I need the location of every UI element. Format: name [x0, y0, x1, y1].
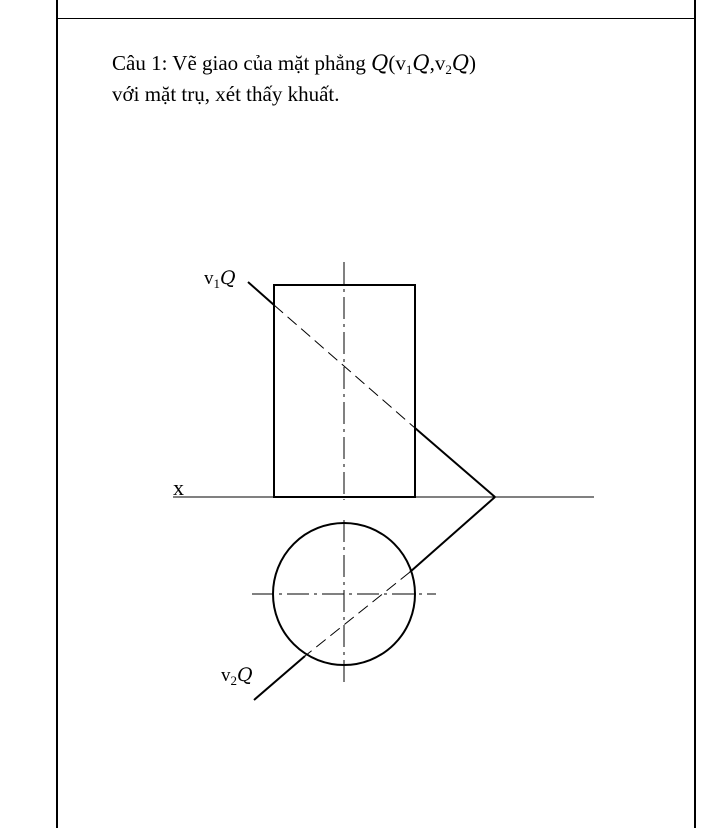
trace-v2-visible-top [410, 497, 495, 572]
trace-v1-visible-end [415, 428, 495, 497]
x-axis-label: x [173, 475, 184, 500]
question-line-2: với mặt trụ, xét thấy khuất. [112, 82, 340, 106]
v2-trace-label: $v_2Q$ [221, 664, 253, 688]
trace-v2-visible-bottom [254, 656, 305, 700]
trace-v1-visible-start [248, 282, 274, 305]
v1-trace-label: $v_1Q$ [204, 267, 236, 291]
question-line-1: Câu 1: Vẽ giao của mặt phẳng $Q(v_1Q,v_2Q)$ [112, 51, 477, 77]
plane-symbol: Q [371, 51, 389, 75]
